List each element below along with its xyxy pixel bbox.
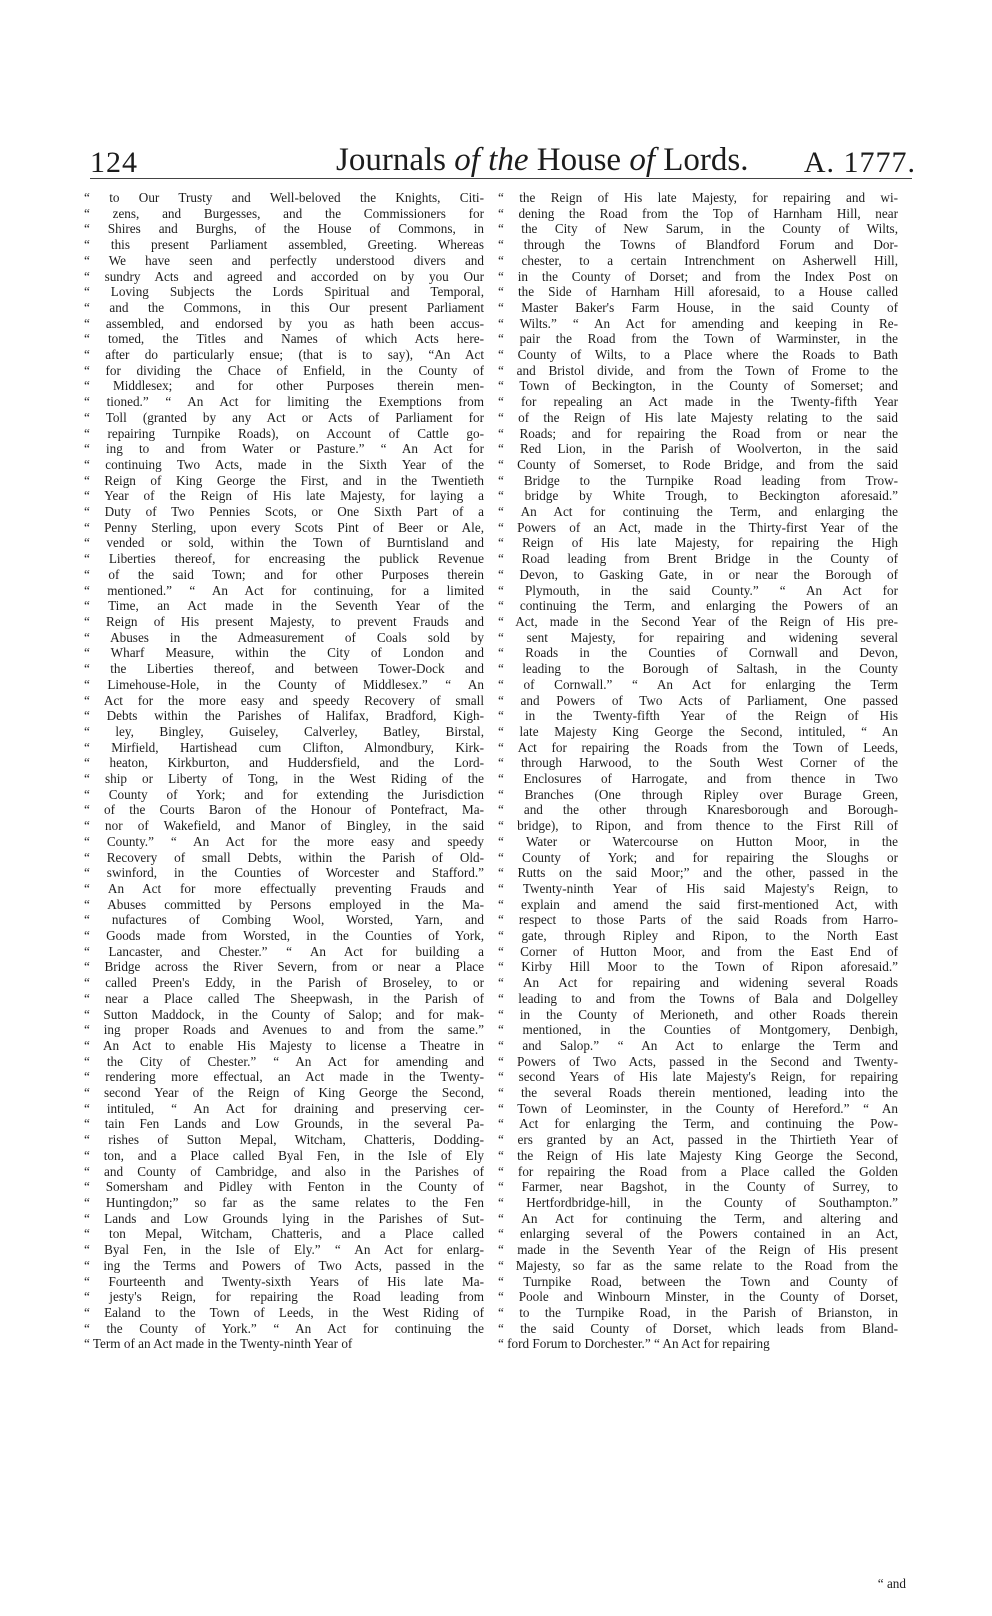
text-line: “ County.” “ An Act for the more easy and speedy: [84, 833, 484, 849]
text-line: “ Penny Sterling, upon every Scots Pint of Beer or Ale,: [84, 519, 484, 535]
text-line: “ gate, through Ripley and Ripon, to the North East: [498, 928, 898, 944]
text-line: “ Act, made in the Second Year of the Reign of His pre-: [498, 613, 898, 629]
text-line: “ County of York; and for extending the Jurisdiction: [84, 786, 484, 802]
text-line: “ through the Towns of Blandford Forum and Dor-: [498, 237, 898, 253]
text-line: “ Act for repairing the Roads from the Town of Leeds,: [498, 739, 898, 755]
text-line: “ rendering more effectual, an Act made in the Twenty-: [84, 1069, 484, 1085]
text-line: “ through Harwood, to the South West Corner of the: [498, 755, 898, 771]
text-line: “ this present Parliament assembled, Greeting. Whereas: [84, 237, 484, 253]
text-line: “ Limehouse-Hole, in the County of Middlesex.” “ An: [84, 676, 484, 692]
title-word-journals: Journals: [336, 142, 446, 178]
text-line: “ Powers of an Act, made in the Thirty-first Year of the: [498, 519, 898, 535]
text-line: “ assembled, and endorsed by you as hath been accus-: [84, 315, 484, 331]
text-line: “ the said County of Dorset, which leads from Bland-: [498, 1320, 898, 1336]
title-word-the: the: [488, 142, 529, 178]
text-line: “ Red Lion, in the Parish of Woolverton, in the said: [498, 441, 898, 457]
text-line: “ ford Forum to Dorchester.” “ An Act for repairing: [498, 1336, 770, 1352]
text-line: “ Mirfield, Hartishead cum Clifton, Almondbury, Kirk-: [84, 739, 484, 755]
year-marker: A. 1777.: [803, 146, 916, 179]
text-line: “ the Reign of His late Majesty, for repairing and wi-: [498, 190, 898, 205]
text-line: “ for repairing the Road from a Place called the Golden: [498, 1163, 898, 1179]
text-line: “ near a Place called The Sheepwash, in the Parish of: [84, 990, 484, 1006]
text-line: “ of the Courts Baron of the Honour of Pontefract, Ma-: [84, 802, 484, 818]
text-line: “ An Act for continuing the Term, and enlarging the: [498, 504, 898, 520]
text-line: “ continuing the Term, and enlarging the Powers of an: [498, 598, 898, 614]
text-line: “ nor of Wakefield, and Manor of Bingley, in the said: [84, 818, 484, 834]
text-line: “ the County of York.” “ An Act for continuing the: [84, 1320, 484, 1336]
text-line: “ and the Commons, in this Our present Parliament: [84, 299, 484, 315]
text-line: “ Bridge across the River Severn, from or near a Place: [84, 959, 484, 975]
text-line: “ tain Fen Lands and Low Grounds, in the several Pa-: [84, 1116, 484, 1132]
text-line: “ Devon, to Gasking Gate, in or near the Borough of: [498, 566, 898, 582]
text-line: “ in the County of Dorset; and from the Index Post on: [498, 268, 898, 284]
text-line: “ An Act for repairing and widening several Roads: [498, 975, 898, 991]
text-line: “ County of Wilts, to a Place where the Roads to Bath: [498, 347, 898, 363]
text-line: “ Master Baker's Farm House, in the said County of: [498, 299, 898, 315]
running-title: [336, 142, 749, 179]
header-rule: [90, 178, 912, 179]
text-line: “ respect to those Parts of the said Roads from Harro-: [498, 912, 898, 928]
text-line: “ Debts within the Parishes of Halifax, Bradford, Kigh-: [84, 708, 484, 724]
text-line: “ Wilts.” “ An Act for amending and keeping in Re-: [498, 315, 898, 331]
text-line: “ and Bristol divide, and from the Town of Frome to the: [498, 362, 898, 378]
text-line: “ and Powers of Two Acts of Parliament, One passed: [498, 692, 898, 708]
text-line: “ called Preen's Eddy, in the Parish of Broseley, to or: [84, 975, 484, 991]
text-line: “ An Act to enable His Majesty to license a Theatre in: [84, 1037, 484, 1053]
left-column: [84, 190, 484, 1570]
text-line: “ Middlesex; and for other Purposes therein men-: [84, 378, 484, 394]
text-line: “ Toll (granted by any Act or Acts of Parliament for: [84, 409, 484, 425]
text-line: “ of the said Town; and for other Purposes therein: [84, 566, 484, 582]
text-line: “ Plymouth, in the said County.” “ An Act for: [498, 582, 898, 598]
text-line: “ An Act for more effectually preventing Frauds and: [84, 880, 484, 896]
text-line: “ vended or sold, within the Town of Burntisland and: [84, 535, 484, 551]
text-line: “ We have seen and perfectly understood divers and: [84, 252, 484, 268]
text-line: “ ton Mepal, Witcham, Chatteris, and a Place called: [84, 1226, 484, 1242]
text-line: “ made in the Seventh Year of the Reign of His present: [498, 1242, 898, 1258]
text-line: “ and the other through Knaresborough and Borough-: [498, 802, 898, 818]
text-line: “ Lancaster, and Chester.” “ An Act for building a: [84, 943, 484, 959]
text-line: “ chester, to a certain Intrenchment on Asherwell Hill,: [498, 252, 898, 268]
text-line: “ Poole and Winbourn Minster, in the County of Dorset,: [498, 1289, 898, 1305]
text-line: “ bridge by White Trough, to Beckington aforesaid.”: [498, 488, 898, 504]
text-line: “ Recovery of small Debts, within the Parish of Old-: [84, 849, 484, 865]
text-line: “ County of York; and for repairing the Sloughs or: [498, 849, 898, 865]
text-line: “ ship or Liberty of Tong, in the West Riding of the: [84, 771, 484, 787]
text-line: “ Kirby Hill Moor to the Town of Ripon aforesaid.”: [498, 959, 898, 975]
text-line: “ Reign of King George the First, and in the Twentieth: [84, 472, 484, 488]
text-line: “ Hertfordbridge-hill, in the County of Southampton.”: [498, 1195, 898, 1210]
text-line: “ Liberties thereof, for encreasing the publick Revenue: [84, 551, 484, 567]
text-line: “ and County of Cambridge, and also in the Parishes of: [84, 1163, 484, 1179]
text-line: “ rishes of Sutton Mepal, Witcham, Chatteris, Dodding-: [84, 1132, 484, 1148]
text-line: “ Town of Beckington, in the County of Somerset; and: [498, 378, 898, 394]
title-word-house: House: [536, 142, 622, 178]
text-line: “ Act for the more easy and speedy Recovery of small: [84, 692, 484, 708]
text-line: “ Abuses committed by Persons employed in the Ma-: [84, 896, 484, 912]
text-line: “ Time, an Act made in the Seventh Year of the: [84, 598, 484, 614]
text-line: “ Town of Leominster, in the County of Hereford.” “ An: [498, 1100, 898, 1116]
text-line: “ of the Reign of His late Majesty relating to the said: [498, 409, 898, 425]
text-line: “ for repealing an Act made in the Twenty-fifth Year: [498, 394, 898, 410]
text-line: “ Branches (One through Ripley over Burage Green,: [498, 786, 898, 802]
text-line: “ the Reign of His late Majesty King George the Second,: [498, 1147, 898, 1163]
text-line: “ Ealand to the Town of Leeds, in the West Riding of: [84, 1304, 484, 1320]
text-line: “ tomed, the Titles and Names of which Acts here-: [84, 331, 484, 347]
text-line: “ for dividing the Chace of Enfield, in the County of: [84, 362, 484, 378]
text-line: “ sundry Acts and agreed and accorded on by you Our: [84, 268, 484, 284]
text-line: “ Turnpike Road, between the Town and County of: [498, 1273, 898, 1289]
text-line: “ Byal Fen, in the Isle of Ely.” “ An Act for enlarg-: [84, 1242, 484, 1258]
text-line: “ repairing Turnpike Roads), on Account of Cattle go-: [84, 425, 484, 441]
text-line: “ ing to and from Water or Pasture.” “ An Act for: [84, 441, 484, 457]
page-number: 124: [90, 146, 138, 179]
text-line: “ pair the Road from the Town of Warminster, in the: [498, 331, 898, 347]
text-line: “ and Salop.” “ An Act to enlarge the Term and: [498, 1037, 898, 1053]
title-word-of-2: of: [629, 142, 655, 178]
text-line: “ in the Twenty-fifth Year of the Reign of His: [498, 708, 898, 724]
text-line: “ leading to the Borough of Saltash, in the County: [498, 661, 898, 677]
text-line: “ An Act for continuing the Term, and altering and: [498, 1210, 898, 1226]
text-line: “ Act for enlarging the Term, and continuing the Pow-: [498, 1116, 898, 1132]
text-line: “ continuing Two Acts, made in the Sixth Year of the: [84, 456, 484, 472]
text-line: “ Sutton Maddock, in the County of Salop; and for mak-: [84, 1006, 484, 1022]
text-line: “ Reign of His late Majesty, for repairing the High: [498, 535, 898, 551]
text-line: “ mentioned.” “ An Act for continuing, for a limited: [84, 582, 484, 598]
text-line: “ Fourteenth and Twenty-sixth Years of His late Ma-: [84, 1273, 484, 1289]
text-line: “ Majesty, so far as the same relate to the Road from the: [498, 1257, 898, 1273]
text-line: “ second Year of the Reign of King George the Second,: [84, 1085, 484, 1101]
text-line: “ Year of the Reign of His late Majesty, for laying a: [84, 488, 484, 504]
text-line: “ second Years of His late Majesty's Reign, for repairing: [498, 1069, 898, 1085]
text-line: “ ley, Bingley, Guiseley, Calverley, Batley, Birstal,: [84, 723, 484, 739]
right-column: [498, 190, 898, 1570]
text-line: “ Rutts on the said Moor;” and the other, passed in the: [498, 865, 898, 881]
text-line: “ jesty's Reign, for repairing the Road leading from: [84, 1289, 484, 1305]
text-line: “ of Cornwall.” “ An Act for enlarging the Term: [498, 676, 898, 692]
text-line: “ Twenty-ninth Year of His said Majesty's Reign, to: [498, 880, 898, 896]
text-line: “ Loving Subjects the Lords Spiritual and Temporal,: [84, 284, 484, 300]
text-line: “ in the County of Merioneth, and other Roads therein: [498, 1006, 898, 1022]
text-line: “ Road leading from Brent Bridge in the County of: [498, 551, 898, 567]
text-line: “ nufactures of Combing Wool, Worsted, Yarn, and: [84, 912, 484, 928]
text-line: “ to the Turnpike Road, in the Parish of Brianston, in: [498, 1304, 898, 1320]
text-line: “ the City of Chester.” “ An Act for amending and: [84, 1053, 484, 1069]
text-line: “ to Our Trusty and Well-beloved the Knights, Citi-: [84, 190, 484, 205]
text-line: “ Roads in the Counties of Cornwall and Devon,: [498, 645, 898, 661]
text-line: “ bridge), to Ripon, and from thence to the First Rill of: [498, 818, 898, 834]
text-line: “ Somersham and Pidley with Fenton in the County of: [84, 1179, 484, 1195]
text-line: “ enlarging several of the Powers contained in an Act,: [498, 1226, 898, 1242]
title-word-lords: Lords.: [663, 142, 749, 178]
text-line: “ Powers of Two Acts, passed in the Second and Twenty-: [498, 1053, 898, 1069]
text-line: “ Shires and Burghs, of the House of Commons, in: [84, 221, 484, 237]
text-line: “ Huntingdon;” so far as the same relates to the Fen: [84, 1195, 484, 1210]
text-line: “ mentioned, in the Counties of Montgomery, Denbigh,: [498, 1022, 898, 1038]
text-line: “ Duty of Two Pennies Scots, or One Sixth Part of a: [84, 504, 484, 520]
text-line: “ ing the Terms and Powers of Two Acts, passed in the: [84, 1257, 484, 1273]
text-line: “ Wharf Measure, within the City of London and: [84, 645, 484, 661]
text-line: “ Corner of Hutton Moor, and from the East End of: [498, 943, 898, 959]
text-line: “ sent Majesty, for repairing and widening several: [498, 629, 898, 645]
text-line: “ explain and amend the said first-mentioned Act, with: [498, 896, 898, 912]
text-line: “ the Side of Harnham Hill aforesaid, to a House called: [498, 284, 898, 300]
text-line: “ Term of an Act made in the Twenty-ninth Year of: [84, 1336, 353, 1352]
text-line: “ ton, and a Place called Byal Fen, in the Isle of Ely: [84, 1147, 484, 1163]
text-line: “ zens, and Burgesses, and the Commissioners for: [84, 205, 484, 221]
text-line: “ the several Roads therein mentioned, leading into the: [498, 1085, 898, 1101]
page-header: [86, 140, 916, 180]
text-line: “ Reign of His present Majesty, to prevent Frauds and: [84, 613, 484, 629]
text-line: “ intituled, “ An Act for draining and preserving cer-: [84, 1100, 484, 1116]
catchword: “ and: [877, 1576, 906, 1591]
text-line: “ dening the Road from the Top of Harnham Hill, near: [498, 205, 898, 221]
title-word-of: of: [454, 142, 480, 178]
text-line: “ swinford, in the Counties of Worcester and Stafford.”: [84, 865, 484, 881]
text-line: “ tioned.” “ An Act for limiting the Exemptions from: [84, 394, 484, 410]
text-line: “ heaton, Kirkburton, and Huddersfield, and the Lord-: [84, 755, 484, 771]
text-line: “ County of Somerset, to Rode Bridge, and from the said: [498, 456, 898, 472]
text-line: “ late Majesty King George the Second, intituled, “ An: [498, 723, 898, 739]
text-line: “ after do particularly ensue; (that is to say), “An Act: [84, 347, 484, 363]
text-line: “ Bridge to the Turnpike Road leading from Trow-: [498, 472, 898, 488]
text-line: “ Farmer, near Bagshot, in the County of Surrey, to: [498, 1179, 898, 1195]
text-line: “ the City of New Sarum, in the County of Wilts,: [498, 221, 898, 237]
text-line: “ Goods made from Worsted, in the Counties of York,: [84, 928, 484, 944]
text-line: “ leading to and from the Towns of Bala and Dolgelley: [498, 990, 898, 1006]
text-line: “ Lands and Low Grounds lying in the Parishes of Sut-: [84, 1210, 484, 1226]
text-line: “ ers granted by an Act, passed in the Thirtieth Year of: [498, 1132, 898, 1148]
text-line: “ the Liberties thereof, and between Tower-Dock and: [84, 661, 484, 677]
text-line: “ Enclosures of Harrogate, and from thence in Two: [498, 771, 898, 787]
text-line: “ ing proper Roads and Avenues to and from the same.”: [84, 1022, 484, 1038]
text-line: “ Abuses in the Admeasurement of Coals sold by: [84, 629, 484, 645]
text-line: “ Water or Watercourse on Hutton Moor, in the: [498, 833, 898, 849]
text-line: “ Roads; and for repairing the Road from or near the: [498, 425, 898, 441]
